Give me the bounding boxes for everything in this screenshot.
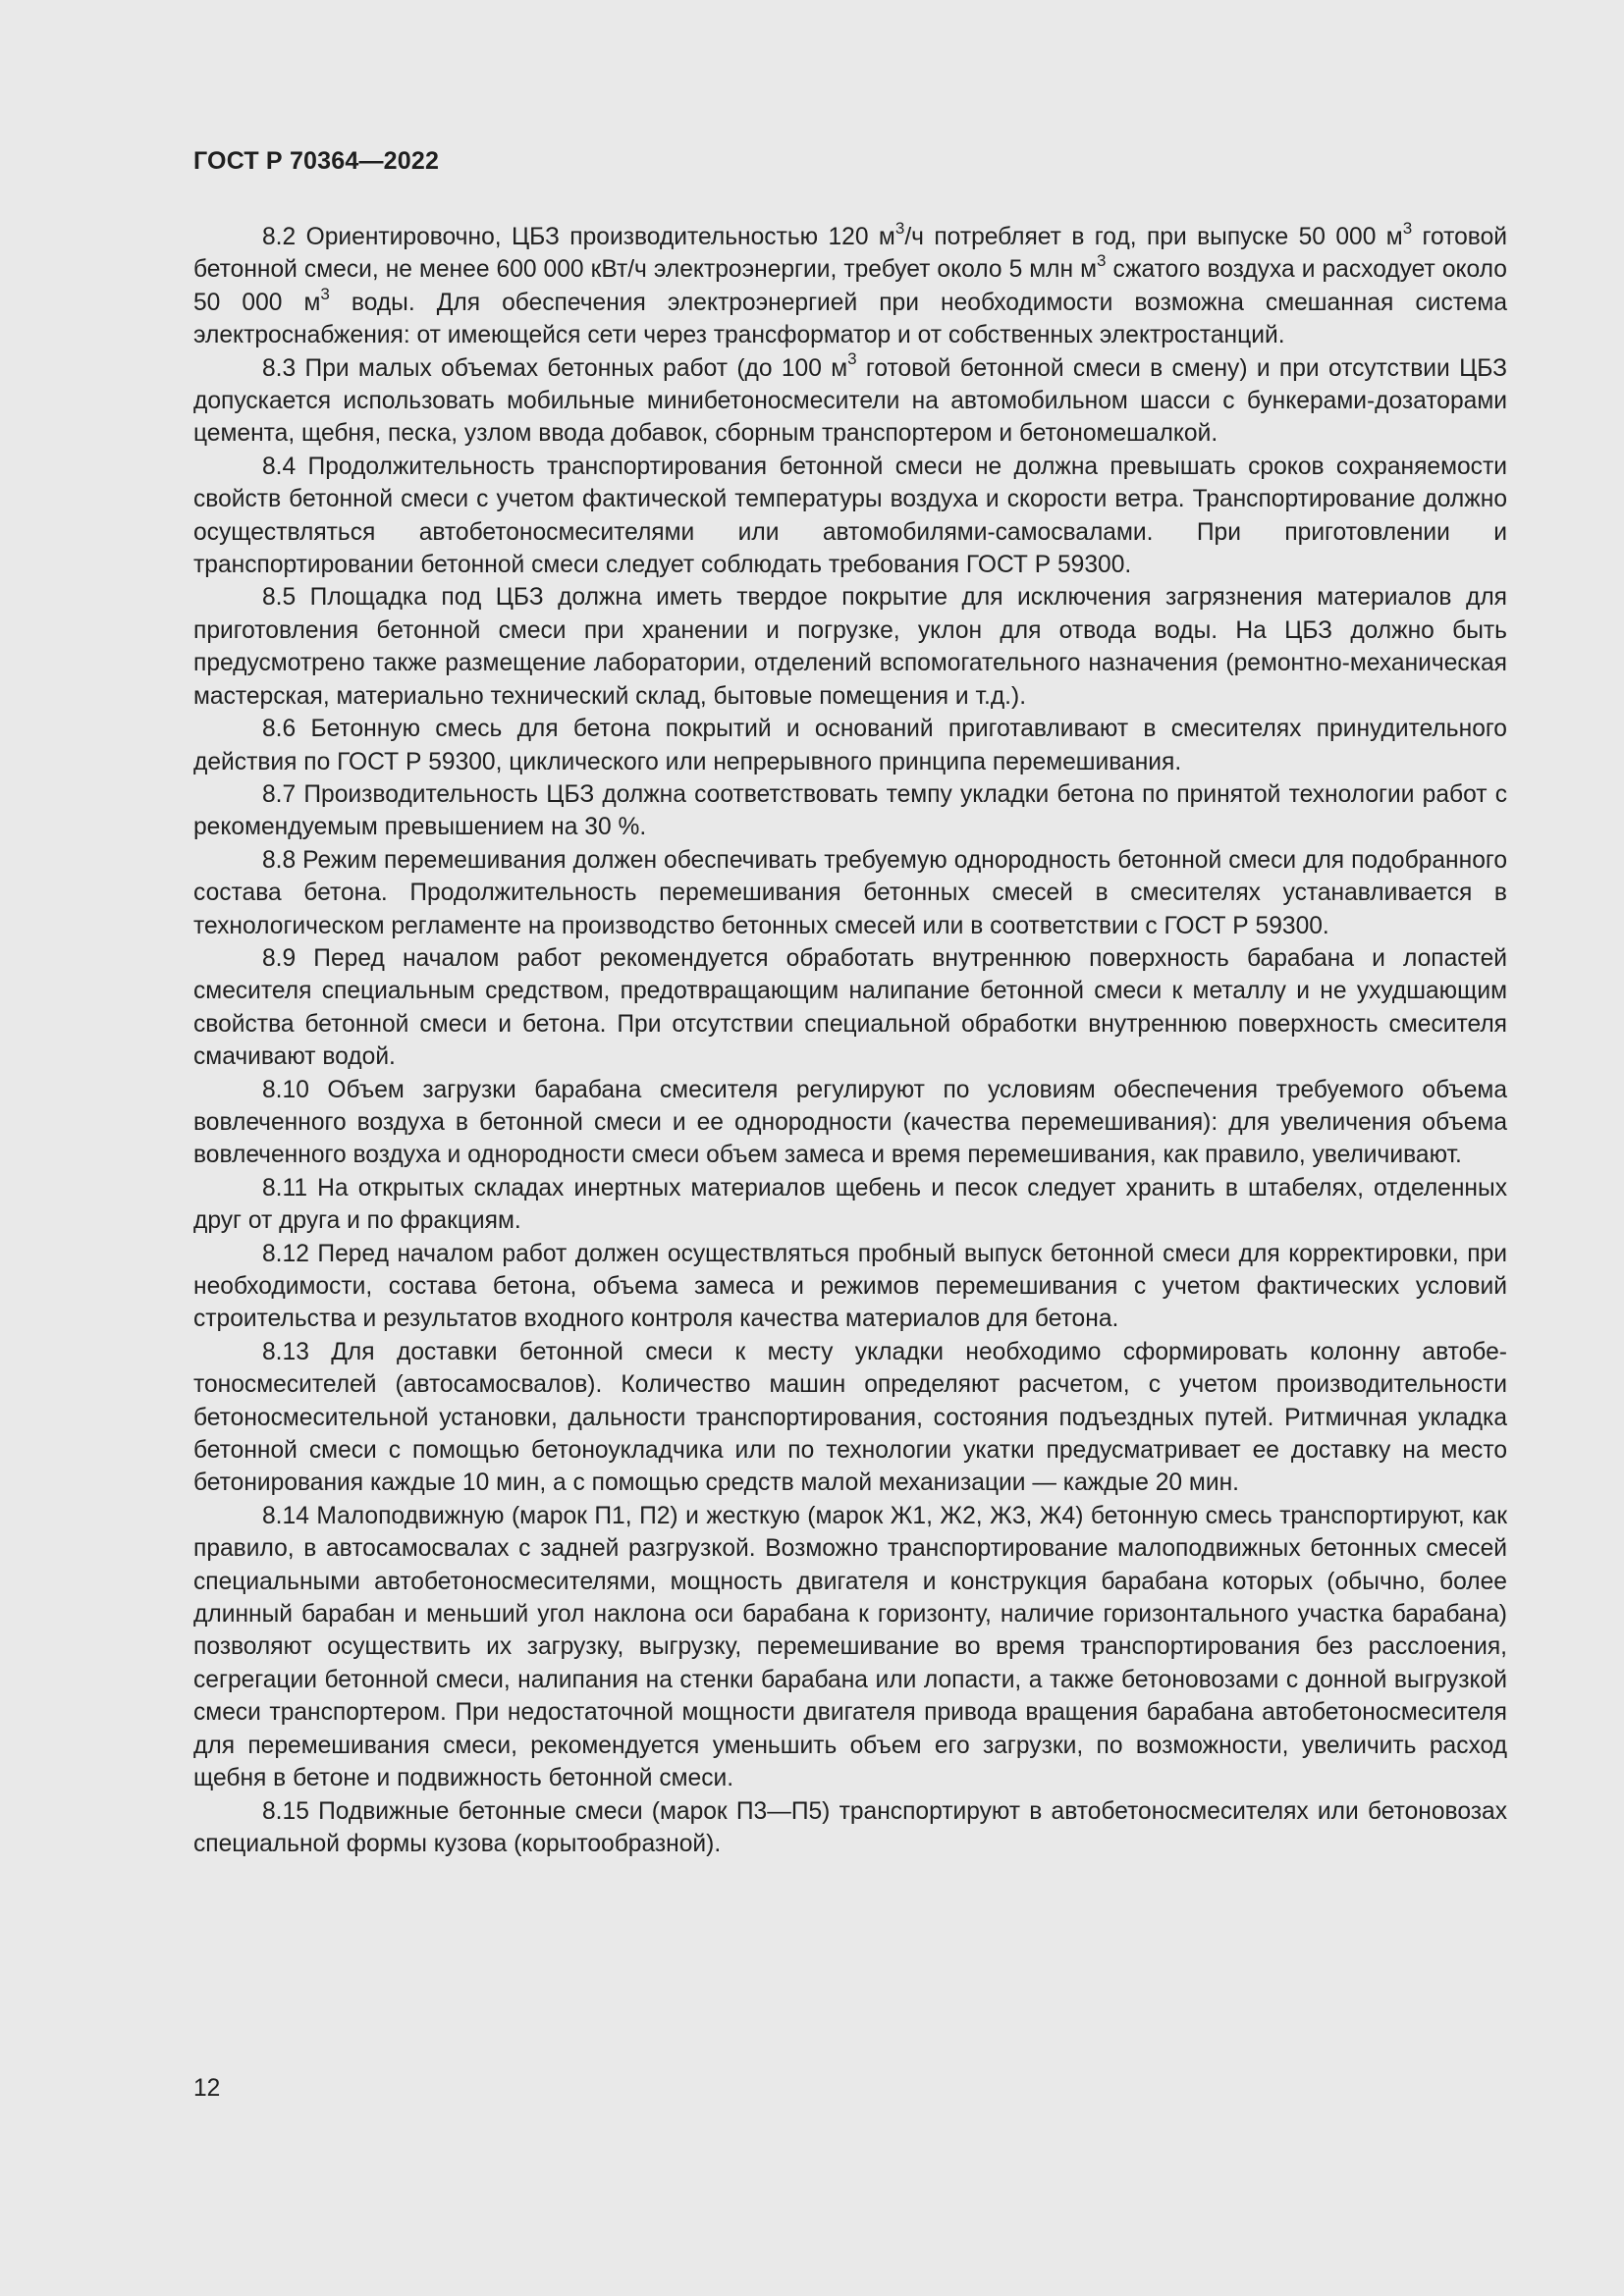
- paragraph-text: 8.3 При малых объемах бетонных работ (до 100 м: [262, 354, 848, 382]
- document-body: [193, 218, 1507, 1860]
- paragraph: [193, 1172, 1507, 1238]
- paragraph: [193, 1336, 1507, 1500]
- paragraph-text: 8.10 Объем загрузки барабана смесителя регулируют по условиям обеспечения требуемого объема вовлеченного воздуха в бетонной смеси и ее однородности (качества перемешивания): для увеличения объема вовлеченного воздуха и однородности смеси объем замеса и время перемешивания, как правило, увеличивают.: [193, 1076, 1507, 1169]
- document-header: ГОСТ Р 70364—2022: [193, 147, 440, 175]
- superscript: 3: [1097, 251, 1107, 271]
- paragraph: [193, 1238, 1507, 1336]
- paragraph: [193, 218, 1507, 352]
- paragraph-text: воды. Для обеспечения электроэнергией при необходимости возможна смешанная система электроснабжения: от имеющейся сети через трансформатор и от собственных электростанций.: [193, 289, 1507, 349]
- paragraph-text: 8.8 Режим перемешивания должен обеспечивать требуемую однородность бетонной смеси для подобранного состава бетона. Продолжительность перемешивания бетонных смесей в смесителях устанавливается в технологическом регламенте на производство бетонных смесей или в соответствии с ГОСТ Р 59300.: [193, 846, 1507, 939]
- superscript: 3: [1402, 218, 1413, 238]
- paragraph-text: 8.15 Подвижные бетонные смеси (марок П3—П5) транспортируют в автобетоносмесителях или бетоновозах специальной формы кузова (корытообразной).: [193, 1797, 1507, 1857]
- superscript: 3: [320, 284, 330, 303]
- paragraph-text: 8.5 Площадка под ЦБЗ должна иметь твердое покрытие для исключения загрязнения материалов для приготовления бетонной смеси при хранении и погрузке, уклон для отвода воды. На ЦБЗ должно быть предусмотрено также размещение лаборатории, отделений вспомогательного назначения (ремонтно-механическая мастерская, материально технический склад, бытовые помещения и т.д.).: [193, 584, 1507, 710]
- paragraph-text: 8.7 Производительность ЦБЗ должна соответствовать темпу укладки бетона по принятой технологии работ с рекомендуемым превышением на 30 %.: [193, 780, 1507, 841]
- paragraph: [193, 1074, 1507, 1172]
- paragraph: [193, 942, 1507, 1074]
- paragraph-text: готовой бетонной смеси, не менее 600 000 кВт/ч электроэнергии, требует около 5 млн м: [193, 224, 1507, 284]
- paragraph-text: /ч потребляет в год, при выпуске 50 000 м: [904, 224, 1403, 250]
- paragraph-text: сжатого воздуха и расходует около 50 000 м: [193, 256, 1507, 316]
- page-number: 12: [193, 2075, 221, 2102]
- paragraph: [193, 778, 1507, 844]
- paragraph-text: готовой бетонной смеси в смену) и при отсутствии ЦБЗ допускается использовать мобильные минибетоносмесители на автомобильном шасси с бункерами-дозаторами цемента, щебня, песка, узлом ввода добавок, сборным транспортером и бетономешалкой.: [193, 354, 1507, 448]
- paragraph-text: 8.11 На открытых складах инертных материалов щебень и песок следует хранить в штабелях, отделенных друг от друга и по фракциям.: [193, 1174, 1507, 1235]
- paragraph: [193, 1500, 1507, 1795]
- paragraph-text: 8.13 Для доставки бетонной смеси к месту укладки необходимо сформировать колонну автобетоносмесителей (автосамосвалов). Количество машин определяют расчетом, с учетом производительности бетоносмесительной установки, дальности транспортирования, состояния подъездных путей. Ритмичная укладка бетонной смеси с помощью бетоноукладчика или по технологии укатки предусматривает ее доставку на место бетонирования каждые 10 мин, а с помощью средств малой механизации — каждые 20 мин.: [193, 1338, 1507, 1497]
- paragraph: [193, 1795, 1507, 1861]
- superscript: 3: [894, 218, 905, 238]
- paragraph: [193, 844, 1507, 942]
- paragraph: [193, 349, 1507, 451]
- paragraph: [193, 713, 1507, 778]
- paragraph-text: 8.2 Ориентировочно, ЦБЗ производительностью 120 м: [262, 224, 895, 250]
- paragraph-text: 8.4 Продолжительность транспортирования бетонной смеси не должна превышать сроков сохраняемости свойств бетонной смеси с учетом фактической температуры воздуха и скорости ветра. Транспортирование должно осуществляться автобетоносмесителями или автомобилями-самосвалами. При приготовлении и транспортировании бетонной смеси следует соблюдать требования ГОСТ Р 59300.: [193, 453, 1507, 579]
- paragraph-text: 8.6 Бетонную смесь для бетона покрытий и оснований приготавливают в смесителях принудительного действия по ГОСТ Р 59300, циклического или непрерывного принципа перемешивания.: [193, 716, 1507, 775]
- paragraph-text: 8.14 Малоподвижную (марок П1, П2) и жесткую (марок Ж1, Ж2, Ж3, Ж4) бетонную смесь транспортируют, как правило, в автосамосвалах с задней разгрузкой. Возможно транспортирование малоподвижных бетонных смесей специальными автобетоносмесителями, мощность двигателя и конструкция барабана которых (обычно, более длинный барабан и меньший угол наклона оси барабана к горизонту, наличие горизонтального участка барабана) позволяют осуществить их загрузку, выгрузку, перемешивание во время транспортирования без расслоения, сегрегации бетонной смеси, налипания на стенки барабана или лопасти, а также бетоновозами с донной выгрузкой смеси транспортером. При недостаточной мощности двигателя привода вращения барабана автобетоносмесителя для перемешивания смеси, рекомендуется уменьшить объем его загрузки, по возможности, увеличить расход щебня в бетоне и подвижность бетонной смеси.: [193, 1502, 1507, 1792]
- paragraph-text: 8.12 Перед началом работ должен осуществляться пробный выпуск бетонной смеси для корректировки, при необходимости, состава бетона, объема замеса и режимов перемешивания с учетом фактических условий строительства и результатов входного контроля качества материалов для бетона.: [193, 1240, 1507, 1333]
- paragraph: [193, 581, 1507, 713]
- superscript: 3: [847, 349, 857, 369]
- paragraph-text: 8.9 Перед началом работ рекомендуется обработать внутреннюю поверхность барабана и лопастей смесителя специальным средством, предотвращающим налипание бетонной смеси к металлу и не ухудшающим свойства бетонной смеси и бетона. При отсутствии специальной обработки внутреннюю поверхность смесителя смачивают водой.: [193, 944, 1507, 1071]
- paragraph: [193, 451, 1507, 582]
